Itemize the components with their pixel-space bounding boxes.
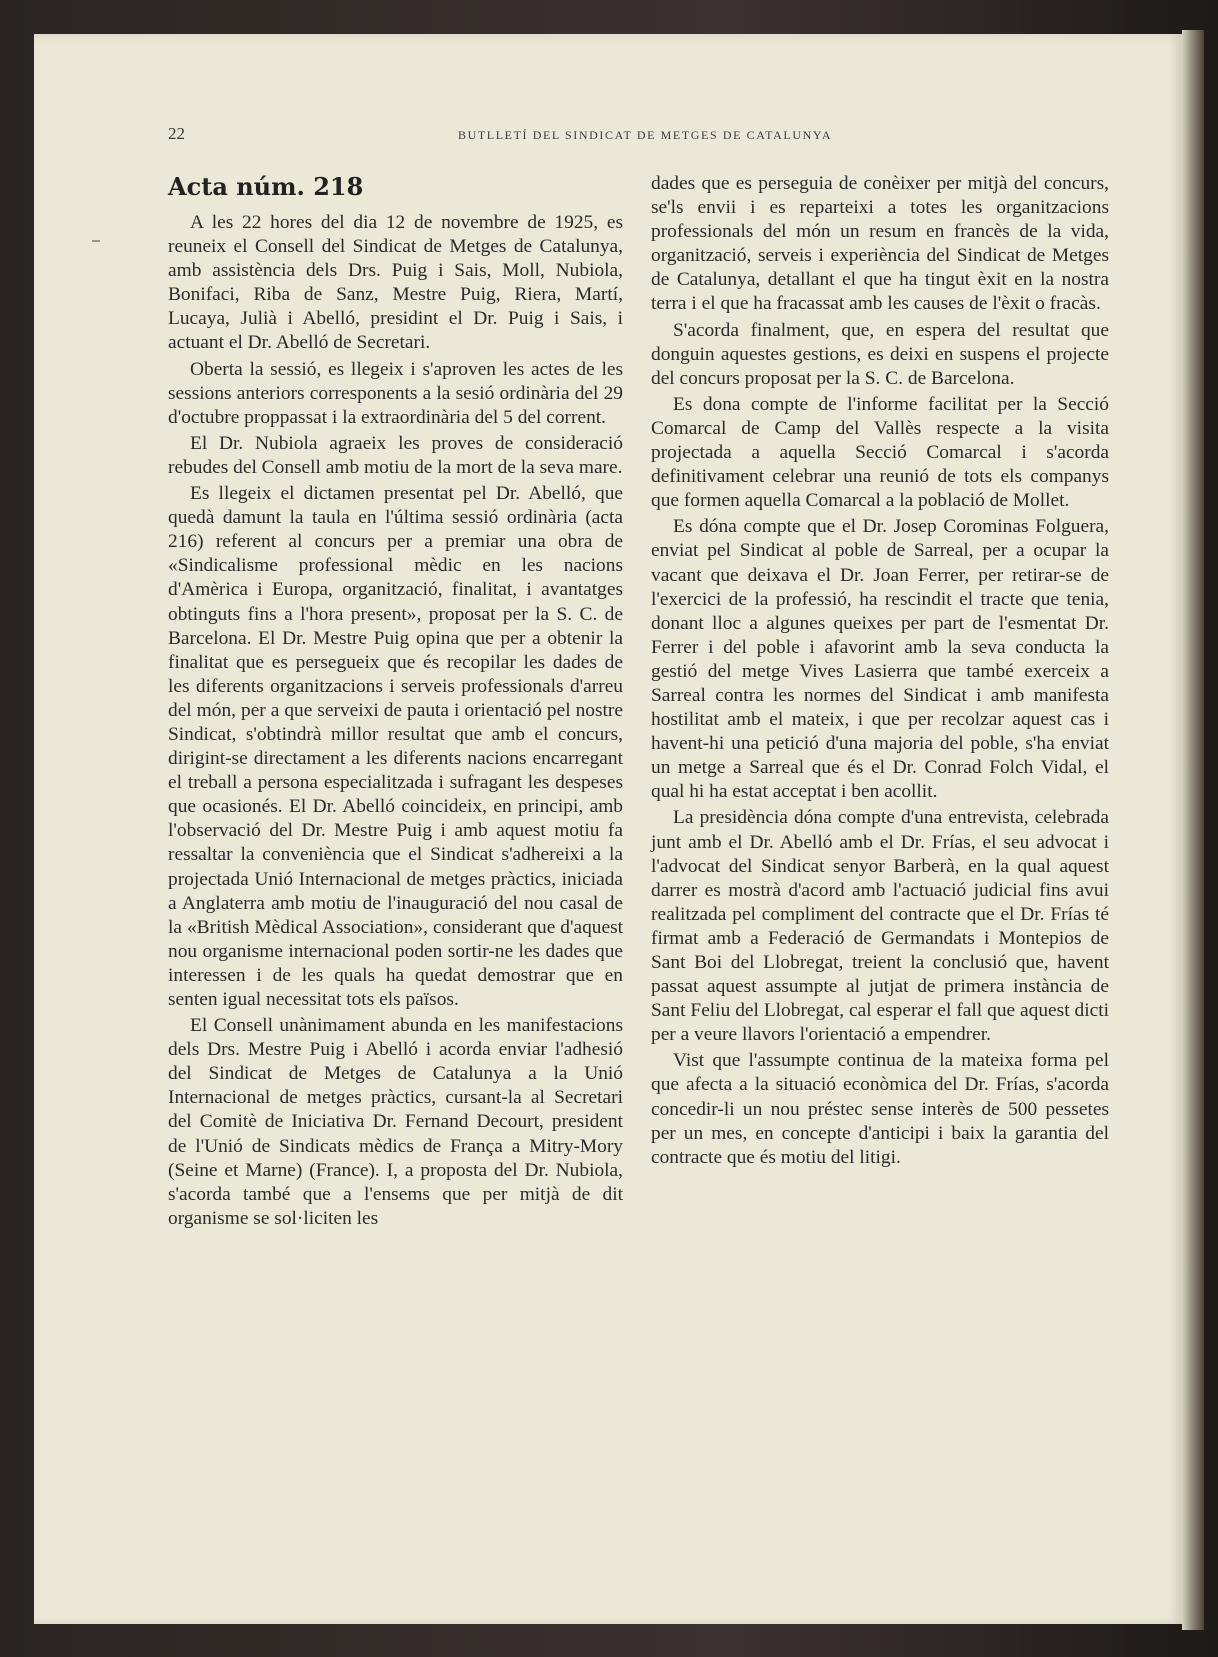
page-number: 22 (168, 124, 185, 143)
paragraph: S'acorda finalment, que, en espera del resultat que donguin aquestes gestions, es deixi en suspens el projecte del concurs proposat per la S. C. de Barcelona. (651, 319, 1109, 389)
paragraph: Vist que l'assumpte continua de la mateixa forma pel que afecta a la situació econòmica del Dr. Frías, s'acorda concedir-li un nou préstec sense interès de 500 pessetes per un mes, en concepte d'anticipi i baix la garantia del contracte que és motiu del litigi. (651, 1050, 1109, 1168)
journal-title: BUTLLETÍ DEL SINDICAT DE METGES DE CATALUNYA (458, 128, 833, 142)
book-page-edge (1182, 30, 1204, 1630)
paragraph: Es llegeix el dictamen presentat pel Dr. Abelló, que quedà damunt la taula en l'última sessió ordinària (acta 216) referent al concurs per a premiar una obra de «Sindicalisme professional mèdic en les nacions d'Amèrica i Europa, organització, finalitat, i avantatges obtinguts fins a l'hora present», proposat per la S. C. de Barcelona. El Dr. Mestre Puig opina que per a obtenir la finalitat que es persegueix que és recopilar les dades de les diferents organitzacions i serveis professionals d'arreu del món, per a que serveixi de pauta i orientació pel nostre Sindicat, s'obtindrà millor resultat que amb el concurs, dirigint-se directament a les diferents nacions encarregant el treball a persona especialitzada i sufragant les despeses que ocasionés. El Dr. Abelló coincideix, en principi, amb l'observació del Dr. Mestre Puig i amb aquest motiu fa ressaltar la conveniència que el Sindicat s'adhereixi a la projectada Unió Internacional de metges pràctics, iniciada a Anglaterra amb motiu de l'inauguració del nou casal de la «British Mèdical Association», considerant que d'aquest nou organisme internacional poden sortir-ne les dades que interessen i de les quals ha quedat demostrar que en senten igual necessitat tots els països. (168, 483, 623, 1010)
margin-mark (92, 240, 100, 242)
paragraph-continued: dades que es perseguia de conèixer per mitjà del concurs, se'ls envii i es reparteixi a totes les organitzacions professionals del món un resum en francès de la vida, organització, serveis i experiència del Sindicat de Metges de Catalunya, detallant el que ha tingut èxit en la nostra terra i el que ha fracassat amb les causes de l'èxit o fracàs. (651, 173, 1109, 315)
paragraph: A les 22 hores del dia 12 de novembre de 1925, es reuneix el Consell del Sindicat de Metges de Catalunya, amb assistència dels Drs. Puig i Sais, Moll, Nubiola, Bonifaci, Riba de Sanz, Mestre Puig, Riera, Martí, Lucaya, Julià i Abelló, presidint el Dr. Puig i Sais, i actuant el Dr. Abelló de Secretari. (168, 212, 623, 354)
article-title: Acta núm. 218 (168, 172, 364, 201)
paragraph: Oberta la sessió, es llegeix i s'aproven les actes de les sessions anteriors corresponents a la sesió ordinària del 29 d'octubre proppassat i la extraordinària del 5 del corrent. (168, 358, 623, 428)
paragraph: El Dr. Nubiola agraeix les proves de consideració rebudes del Consell amb motiu de la mort de la seva mare. (168, 432, 623, 478)
paragraph: Es dona compte de l'informe facilitat per la Secció Comarcal de Camp del Vallès respecte a la visita projectada a aquella Secció Comarcal i s'acorda definitivament celebrar una reunió de tots els companys que formen aquella Comarcal a la població de Mollet. (651, 393, 1109, 512)
right-column (651, 172, 1109, 1172)
paragraph: La presidència dóna compte d'una entrevista, celebrada junt amb el Dr. Abelló amb el Dr. Frías, el seu advocat i l'advocat del Sindicat senyor Barberà, en la qual aquest darrer es mostrà d'acord amb l'actuació judicial fins avui realitzada pel compliment del contracte que el Dr. Frías té firmat amb a Federació de Germandats i Montepios de Sant Boi del Llobregat, treient la conclusió que, havent passat aquest assumpte al jutjat de primera instància de Sant Feliu del Llobregat, cal esperar el fall que aquest dicti per a veure llavors l'orientació a empendrer. (651, 807, 1109, 1046)
paragraph: Es dóna compte que el Dr. Josep Corominas Folguera, enviat pel Sindicat al poble de Sarreal, per a ocupar la vacant que deixava el Dr. Joan Ferrer, per retirar-se de l'exercici de la professió, ha rescindit el tracte que tenia, donant lloc a algunes queixes per part de l'esmentat Dr. Ferrer i del poble i afavorint amb la seva conducta la gestió del metge Vives Lasierra que també exerceix a Sarreal contra les normes del Sindicat i amb manifesta hostilitat amb el mateix, i que per recolzar aquest cas i havent-hi una petició d'una majoria del poble, s'ha enviat un metge a Sarreal que és el Dr. Conrad Folch Vidal, el qual hi ha estat acceptat i ben acollit. (651, 516, 1109, 803)
left-column (168, 172, 623, 1233)
paragraph: El Consell unànimament abunda en les manifestacions dels Drs. Mestre Puig i Abelló i acorda enviar l'adhesió del Sindicat de Metges de Catalunya a la Unió Internacional de metges pràctics, cursant-la al Secretari del Comitè de Iniciativa Dr. Fernand Decourt, president de l'Unió de Sindicats mèdics de França a Mitry-Mory (Seine et Marne) (France). I, a proposta del Dr. Nubiola, s'acorda també que a l'ensems que per mitjà de dit organisme se sol·liciten les (168, 1015, 623, 1229)
